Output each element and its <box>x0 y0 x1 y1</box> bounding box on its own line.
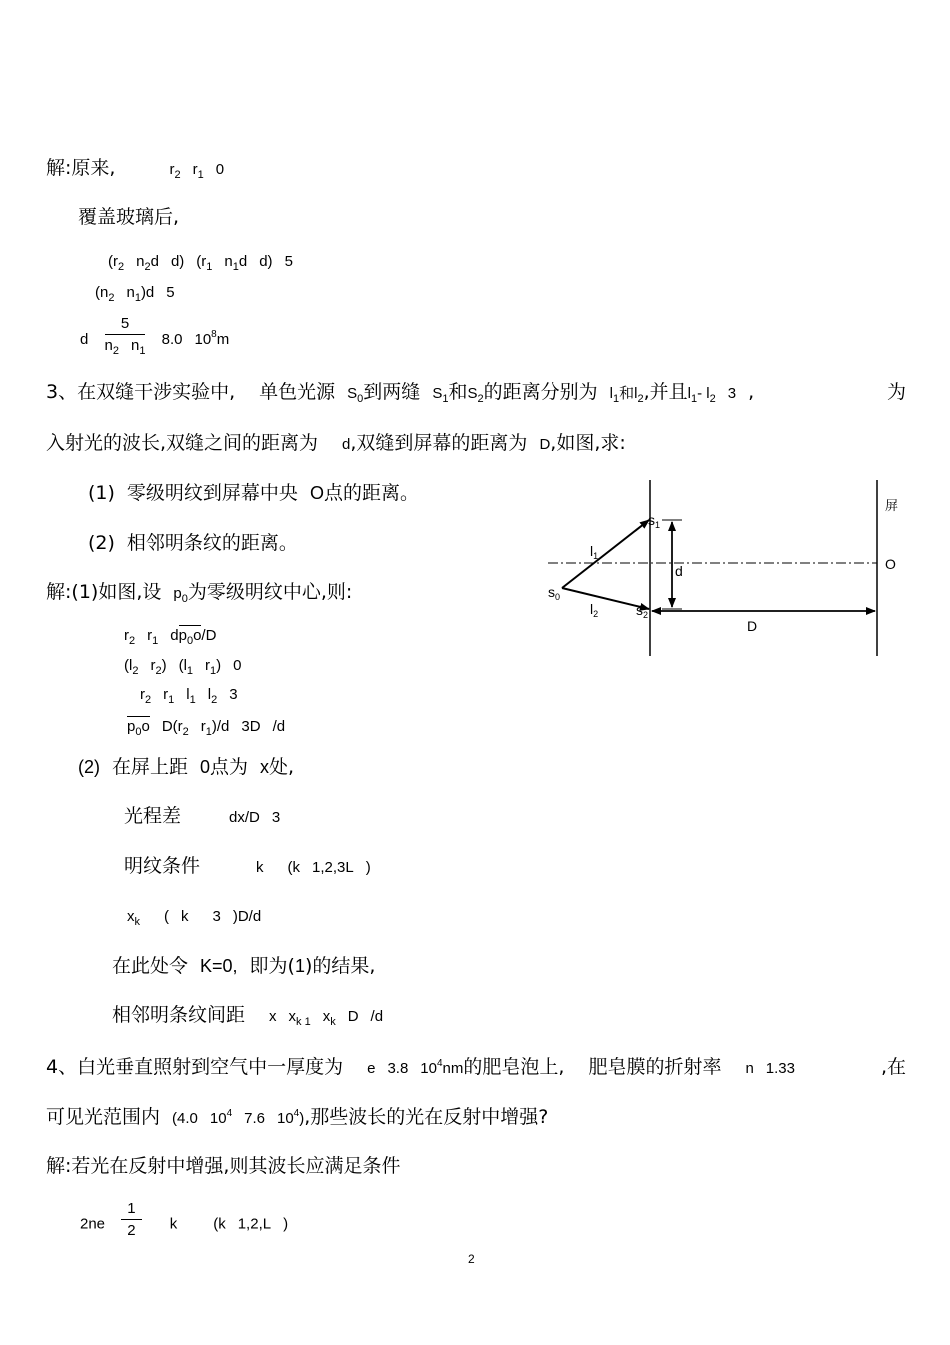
t: (l <box>178 657 187 674</box>
t: d <box>170 627 179 644</box>
t: 3 <box>727 385 737 402</box>
t: 点的距离。 <box>323 482 419 504</box>
den: 2 <box>127 1222 136 1239</box>
t: 10 <box>209 1110 227 1127</box>
t: 7.6 <box>244 1110 265 1127</box>
t: O <box>309 483 324 503</box>
t: 的距离分别为 <box>483 381 598 403</box>
t: o <box>193 627 202 644</box>
sub: 2 <box>211 694 218 706</box>
d-label: d <box>675 563 683 579</box>
sol2-eq1 <box>108 250 293 275</box>
sub: 1 <box>442 393 449 405</box>
t: ,那些波长的光在反射中增强? <box>304 1106 549 1128</box>
sub: 1 <box>206 261 213 273</box>
t: ,双缝到屏幕的距离为 <box>350 432 528 454</box>
t: )/d <box>211 718 230 735</box>
sup: 4 <box>293 1108 300 1119</box>
t: (r <box>196 253 207 270</box>
sub: 0 <box>186 635 194 647</box>
t: d <box>150 253 159 270</box>
t: o <box>141 718 150 735</box>
sub: 0 <box>135 726 142 738</box>
sub: 2 <box>593 609 599 619</box>
t: dx/D <box>229 809 260 826</box>
den <box>105 335 146 358</box>
t: 相邻明条纹的距离。 <box>126 532 298 554</box>
t: m <box>216 330 230 348</box>
t: 和 <box>619 385 635 402</box>
t: s <box>636 602 643 618</box>
sup: 4 <box>436 1058 443 1069</box>
t: x <box>127 908 135 925</box>
sub: 2 <box>174 169 181 181</box>
t: 为 <box>886 381 906 403</box>
t: l <box>590 601 594 617</box>
sol3-bright-cond <box>124 854 371 880</box>
t: 8.0 <box>161 330 183 348</box>
sub: 2 <box>709 393 716 405</box>
sub: 2 <box>477 393 484 405</box>
t: n <box>130 337 140 354</box>
sub: 1 <box>690 393 698 405</box>
sub: 1 <box>139 345 146 357</box>
sol3-e2 <box>124 654 242 679</box>
sub: 2 <box>108 292 115 304</box>
t: ) <box>161 657 167 674</box>
t: (n <box>95 284 109 301</box>
t: 和 <box>448 381 468 403</box>
num: 1 <box>121 1199 141 1220</box>
sub: 1 <box>152 635 159 647</box>
t: )d <box>140 284 155 301</box>
t: r <box>163 686 169 703</box>
t: r <box>205 657 211 674</box>
t: 入射光的波长,双缝之间的距离为 <box>46 432 319 454</box>
t: r <box>124 627 129 644</box>
sub: 0 <box>181 593 188 605</box>
t: 3 <box>212 908 221 925</box>
sub: 2 <box>144 261 151 273</box>
sub: 0 <box>357 393 364 405</box>
t: K=0, <box>200 956 238 976</box>
sol4-intro: 解:若光在反射中增强,则其波长应满足条件 <box>46 1155 401 1177</box>
sub: 1 <box>205 726 212 738</box>
t: S <box>432 385 443 402</box>
t: p <box>127 718 136 735</box>
t: 处, <box>269 756 295 778</box>
q3-line1 <box>46 380 906 407</box>
sub: 2 <box>132 665 139 677</box>
t: 到两缝 <box>363 381 421 403</box>
t: 5 <box>166 284 175 301</box>
t: (k <box>213 1215 226 1233</box>
t: 1,2,3L <box>312 859 354 876</box>
t: (1) <box>88 482 115 504</box>
t: k <box>181 908 189 925</box>
t: 10 <box>420 1060 437 1077</box>
sub: 0 <box>555 592 561 602</box>
sup: 8 <box>211 328 217 340</box>
t: 1,2,L <box>237 1215 272 1233</box>
sol2-intro <box>46 156 224 183</box>
sol3-path-diff <box>124 804 280 830</box>
t: r <box>150 657 156 674</box>
t: l <box>687 385 691 402</box>
t: x <box>288 1008 297 1025</box>
sol3-p2 <box>78 755 294 779</box>
t: 解:(1)如图,设 <box>46 581 162 603</box>
t: d) <box>259 253 273 270</box>
t: 3D <box>241 718 261 735</box>
t: 明纹条件 <box>124 855 201 877</box>
t: 为零级明纹中心,则: <box>187 581 353 603</box>
t: l <box>590 543 594 559</box>
t: r <box>200 718 206 735</box>
t: 的肥皂泡上, <box>463 1056 565 1078</box>
sub: 2 <box>129 635 136 647</box>
t: l <box>609 385 613 402</box>
t: /d <box>370 1008 384 1025</box>
sym-r: r <box>192 161 198 178</box>
t: 在此处令 <box>112 955 189 977</box>
sol3-intro <box>46 580 352 607</box>
q3-line2 <box>46 431 626 457</box>
sol3-e4 <box>127 715 285 740</box>
t: (k <box>287 859 301 876</box>
t: d <box>342 436 351 453</box>
sub: 1 <box>168 694 175 706</box>
t: - l <box>697 385 710 402</box>
sub: 2 <box>182 726 189 738</box>
t: 单色光源 <box>259 381 336 403</box>
t: 3 <box>271 809 281 826</box>
t: x <box>322 1008 331 1025</box>
t: D <box>347 1008 359 1025</box>
s2-label <box>636 602 648 620</box>
q4-line1 <box>46 1055 906 1083</box>
t: 3.8 <box>387 1060 409 1077</box>
after-glass-text: 覆盖玻璃后, <box>78 206 180 228</box>
sub: k <box>134 916 140 928</box>
sol2-intro-label: 解:原来, <box>46 157 116 179</box>
sol3-spacing <box>112 1003 383 1030</box>
t: r <box>147 627 153 644</box>
sub: 1 <box>134 292 141 304</box>
sub: 1 <box>186 665 194 677</box>
sym-zero: 0 <box>215 161 225 178</box>
sol3-e1 <box>124 624 216 649</box>
screen-label: 屏 <box>885 499 899 514</box>
sub: k <box>330 1016 336 1028</box>
t: n <box>104 337 113 354</box>
t: d <box>80 330 89 348</box>
s0-label <box>548 584 560 602</box>
t: n <box>224 253 233 270</box>
t: D(r <box>161 718 183 735</box>
sub: 1 <box>232 261 239 273</box>
q3-part1 <box>88 481 419 505</box>
t: ,并且 <box>643 381 688 403</box>
t: S <box>347 385 358 402</box>
sol4-eq <box>80 1200 289 1246</box>
t: ) <box>216 657 222 674</box>
path-l1-arrow <box>562 520 649 588</box>
sub: 1 <box>655 520 661 530</box>
t: k <box>256 859 264 876</box>
sub: 2 <box>637 393 644 405</box>
fraction <box>105 314 146 358</box>
page-number: 2 <box>468 1252 475 1266</box>
sub: 2 <box>643 610 649 620</box>
t: 2ne <box>80 1215 106 1233</box>
t: 10 <box>194 330 212 348</box>
sol3-k0 <box>112 954 375 978</box>
t: n <box>136 253 145 270</box>
t: )D/d <box>232 908 262 925</box>
t: 肥皂膜的折射率 <box>588 1056 722 1078</box>
sol2-eq3 <box>80 315 230 362</box>
t: s <box>548 584 555 600</box>
sol3-xk <box>127 905 261 930</box>
t: D <box>539 436 551 453</box>
t: s <box>648 512 655 528</box>
t: 1 <box>294 956 305 976</box>
t: p <box>178 627 187 644</box>
sub: 1 <box>593 551 599 561</box>
t: 3、在双缝干涉实验中, <box>46 381 236 403</box>
t: /D <box>201 627 217 644</box>
t: (2) <box>78 757 100 777</box>
t: 在屏上距 <box>112 756 189 778</box>
t: 10 <box>276 1110 294 1127</box>
t: ,如图,求: <box>550 432 626 454</box>
t: S <box>467 385 478 402</box>
sub: 2 <box>155 665 162 677</box>
t: l <box>634 385 638 402</box>
t: l <box>207 686 212 703</box>
sub: 1 <box>189 694 196 706</box>
sub: 2 <box>118 261 125 273</box>
t: /d <box>272 718 286 735</box>
t: 点为 <box>210 756 249 778</box>
t: 光程差 <box>124 805 182 827</box>
t: 0 <box>233 657 242 674</box>
sub: 2 <box>112 345 119 357</box>
sol3-e3 <box>140 683 238 708</box>
sub: 2 <box>145 694 152 706</box>
t: k <box>169 1215 178 1233</box>
t: ,在 <box>880 1056 906 1078</box>
sup: 4 <box>226 1108 233 1119</box>
t: )的结果, <box>304 955 376 977</box>
t: d <box>238 253 248 270</box>
t: 4、白光垂直照射到空气中一厚度为 <box>46 1056 344 1078</box>
D-label: D <box>747 618 758 634</box>
sub: 1 <box>197 169 204 181</box>
O-label: O <box>885 556 896 572</box>
t: 可见光范围内 <box>46 1106 161 1128</box>
sym-r: r <box>169 161 175 178</box>
t: 1.33 <box>765 1060 795 1077</box>
q3-part2 <box>88 531 298 555</box>
num: 5 <box>105 314 146 335</box>
t: 3 <box>229 686 238 703</box>
sub: k 1 <box>296 1016 311 1028</box>
fraction <box>121 1199 141 1242</box>
sub: 1 <box>210 665 217 677</box>
t: x <box>269 1008 277 1025</box>
q4-line2 <box>46 1105 548 1133</box>
t: ) <box>283 1215 289 1233</box>
t: (r <box>108 253 118 270</box>
t: l <box>186 686 190 703</box>
sub: 1 <box>612 393 620 405</box>
t: (4.0 <box>172 1110 198 1127</box>
t: ( <box>164 908 169 925</box>
t: r <box>140 686 145 703</box>
t: 即为( <box>249 955 295 977</box>
t: n <box>745 1060 754 1077</box>
t: x <box>260 757 270 777</box>
l1-label <box>590 543 598 561</box>
t: e <box>367 1060 376 1077</box>
s1-label <box>648 512 660 530</box>
t: 零级明纹到屏幕中央 <box>126 482 298 504</box>
sol2-eq2 <box>95 281 175 306</box>
double-slit-diagram <box>540 478 920 663</box>
t: d) <box>170 253 185 270</box>
t: ) <box>299 1110 305 1127</box>
t: nm <box>442 1060 464 1077</box>
t: n <box>126 284 135 301</box>
t: 5 <box>284 253 293 270</box>
t: p <box>173 585 182 602</box>
t: , <box>748 381 755 403</box>
t: 0 <box>200 757 211 777</box>
t: ) <box>365 859 371 876</box>
t: (l <box>124 657 133 674</box>
l2-label <box>590 601 598 619</box>
t: (2) <box>88 532 115 554</box>
t: 相邻明条纹间距 <box>112 1004 246 1026</box>
